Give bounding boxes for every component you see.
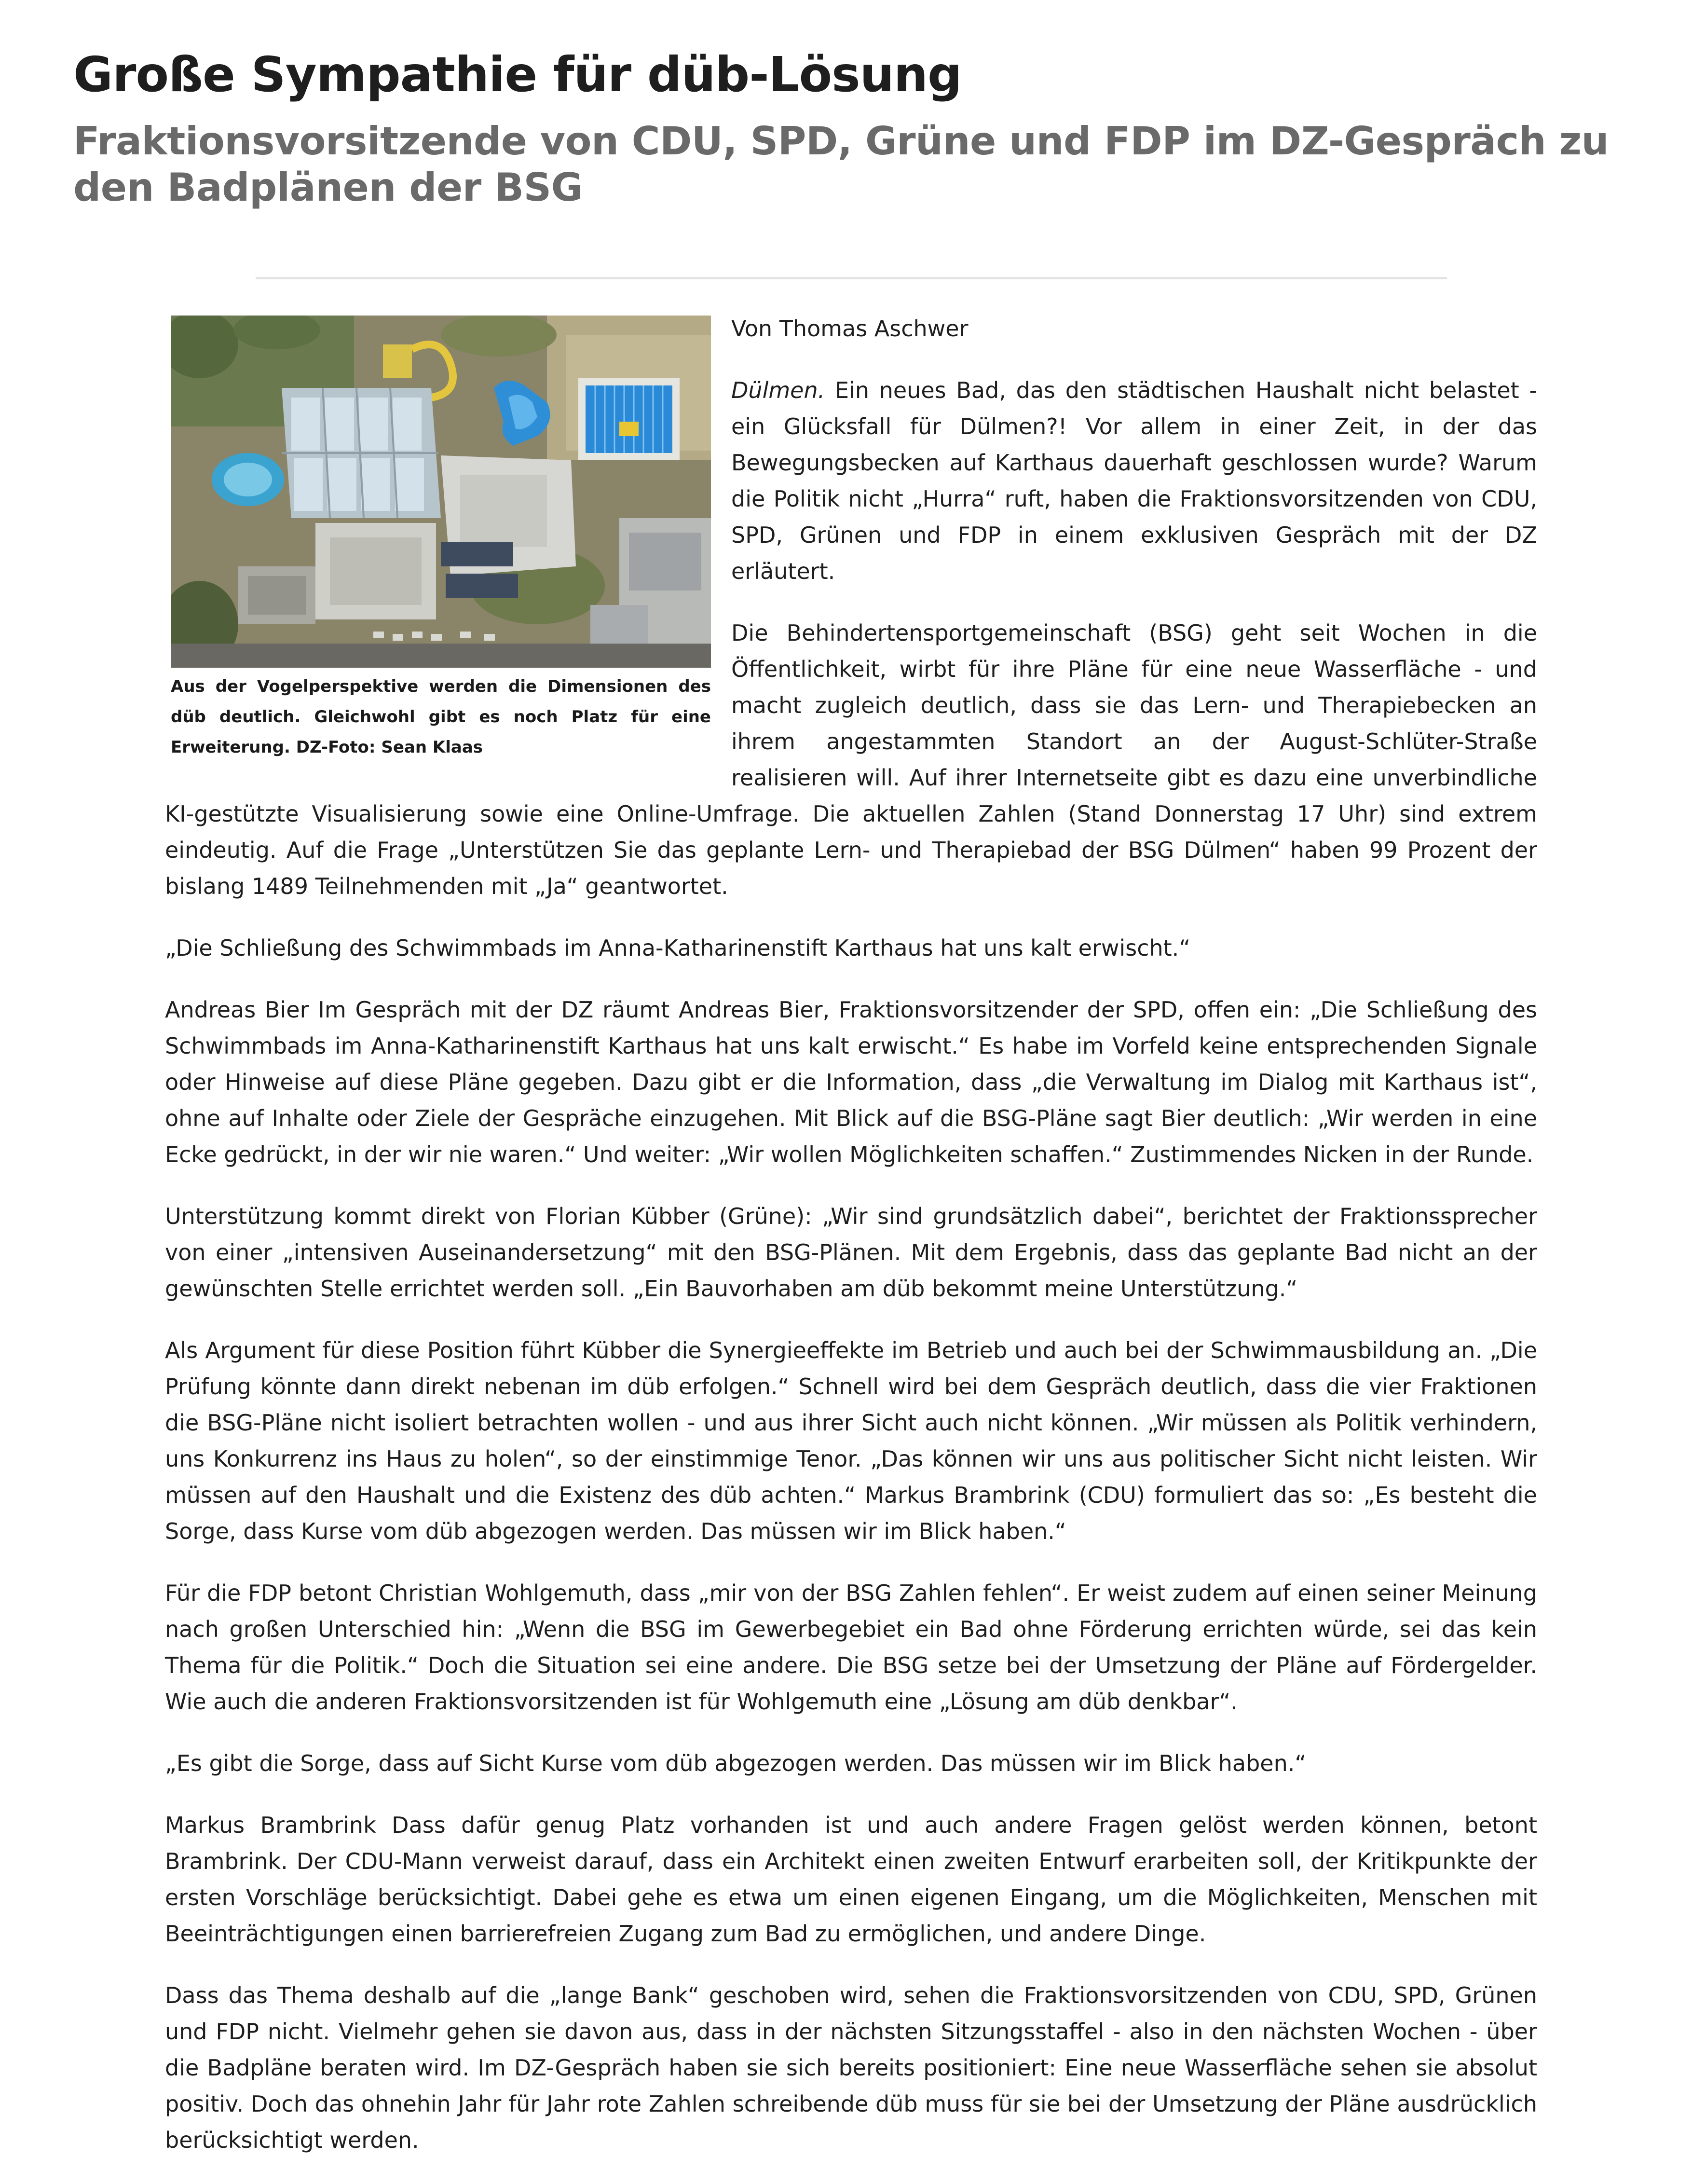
title-divider <box>256 277 1447 279</box>
article-subheadline: Fraktionsvorsitzende von CDU, SPD, Grüne und FDP im DZ-Gespräch zu den Badplänen der BSG <box>73 119 1609 210</box>
article-body <box>165 311 1537 2184</box>
lead-text: Ein neues Bad, das den städtischen Haushalt nicht belastet - ein Glücksfall für Dülmen?! Vor allem in einer Zeit, in der das Bewegungsbecken auf Karthaus dauerhaft geschlossen wurde? Warum die Politik nicht „Hurra“ ruft, haben die Fraktionsvorsitzenden von CDU, SPD, Grünen und FDP in einem exklusiven Gespräch mit der DZ erläutert. <box>731 377 1537 584</box>
photo-caption: Aus der Vogelperspektive werden die Dimensionen des düb deutlich. Gleichwohl gibt es noch Platz für eine Erweiterung. DZ-Foto: Sean Klaas <box>171 677 711 757</box>
body-paragraph: Markus Brambrink Dass dafür genug Platz vorhanden ist und auch andere Fragen gelöst werden können, betont Brambrink. Der CDU-Mann verweist darauf, dass ein Architekt einen zweiten Entwurf erarbeiten soll, der Kritikpunkte der ersten Vorschläge berücksichtigt. Dabei gehe es etwa um einen eigenen Eingang, um die Möglichkeiten, Menschen mit Beeinträchtigungen einen barrierefreien Zugang zum Bad zu ermöglichen, und andere Dinge. <box>165 1812 1537 1947</box>
pull-quote: „Es gibt die Sorge, dass auf Sicht Kurse vom düb abgezogen werden. Das müssen wir im Blick haben.“ <box>165 1750 1307 1776</box>
dateline-place: Dülmen. <box>731 377 825 403</box>
body-paragraph: Als Argument für diese Position führt Kübber die Synergieeffekte im Betrieb und auch bei der Schwimmausbildung an. „Die Prüfung könnte dann direkt nebenan im düb erfolgen.“ Schnell wird bei dem Gespräch deutlich, dass die vier Fraktionen die BSG-Pläne nicht isoliert betrachten wollen - und aus ihrer Sicht auch nicht können. „Wir müssen als Politik verhindern, uns Konkurrenz ins Haus zu holen“, so der einstimmige Tenor. „Das können wir uns aus politischer Sicht nicht leisten. Wir müssen auf den Haushalt und die Existenz des düb achten.“ Markus Brambrink (CDU) formuliert das so: „Es besteht die Sorge, dass Kurse vom düb abgezogen werden. Das müssen wir im Blick haben.“ <box>165 1337 1537 1544</box>
pull-quote: „Die Schließung des Schwimmbads im Anna-Katharinenstift Karthaus hat uns kalt erwischt.“ <box>165 935 1191 961</box>
body-paragraph: Andreas Bier Im Gespräch mit der DZ räumt Andreas Bier, Fraktionsvorsitzender der SPD, offen ein: „Die Schließung des Schwimmbads im Anna-Katharinenstift Karthaus hat uns kalt erwischt.“ Es habe im Vorfeld keine entsprechenden Signale oder Hinweise auf diese Pläne gegeben. Dazu gibt er die Information, dass „die Verwaltung im Dialog mit Karthaus ist“, ohne auf Inhalte oder Ziele der Gespräche einzugehen. Mit Blick auf die BSG-Pläne sagt Bier deutlich: „Wir werden in eine Ecke gedrückt, in der wir nie waren.“ Und weiter: „Wir wollen Möglichkeiten schaffen.“ Zustimmendes Nicken in der Runde. <box>165 997 1537 1168</box>
aerial-photo-image <box>171 316 711 668</box>
article-headline: Große Sympathie für düb-Lösung <box>73 46 962 103</box>
body-paragraph: Unterstützung kommt direkt von Florian Kübber (Grüne): „Wir sind grundsätzlich dabei“, berichtet der Fraktionssprecher von einer „intensiven Auseinandersetzung“ mit den BSG-Plänen. Mit dem Ergebnis, dass das geplante Bad nicht an der gewünschten Stelle errichtet werden soll. „Ein Bauvorhaben am düb bekommt meine Unterstützung.“ <box>165 1203 1537 1302</box>
byline: Von Thomas Aschwer <box>731 316 969 342</box>
body-paragraph: Für die FDP betont Christian Wohlgemuth, dass „mir von der BSG Zahlen fehlen“. Er weist zudem auf einen seiner Meinung nach großen Unterschied hin: „Wenn die BSG im Gewerbegebiet ein Bad ohne Förderung errichten würde, sei das kein Thema für die Politik.“ Doch die Situation sei eine andere. Die BSG setze bei der Umsetzung der Pläne auf Fördergelder. Wie auch die anderen Fraktionsvorsitzenden ist für Wohlgemuth eine „Lösung am düb denkbar“. <box>165 1580 1537 1715</box>
body-paragraph: Dass das Thema deshalb auf die „lange Bank“ geschoben wird, sehen die Fraktionsvorsitzenden von CDU, SPD, Grünen und FDP nicht. Vielmehr gehen sie davon aus, dass in der nächsten Sitzungsstaffel - also in den nächsten Wochen - über die Badpläne beraten wird. Im DZ-Gespräch haben sie sich bereits positioniert: Eine neue Wasserfläche sehen sie absolut positiv. Doch das ohnehin Jahr für Jahr rote Zahlen schreibende düb muss für sie bei der Umsetzung der Pläne ausdrücklich berücksichtigt werden. <box>165 1982 1537 2153</box>
article-figure <box>171 316 711 763</box>
body-paragraph: Die Behindertensportgemeinschaft (BSG) geht seit Wochen in die Öffentlichkeit, wirbt für ihre Pläne für eine neue Wasserfläche - und macht zugleich deutlich, dass sie das Lern- und Therapiebecken an ihrem angestammten Standort an der August-Schlüter-Straße realisieren will. Auf ihrer Internetseite gibt es dazu eine unverbindliche KI-gestützte Visualisierung sowie eine Online-Umfrage. Die aktuellen Zahlen (Stand Donnerstag 17 Uhr) sind extrem eindeutig. Auf die Frage „Unterstützen Sie das geplante Lern- und Therapiebad der BSG Dülmen“ haben 99 Prozent der bislang 1489 Teilnehmenden mit „Ja“ geantwortet. <box>165 620 1537 899</box>
